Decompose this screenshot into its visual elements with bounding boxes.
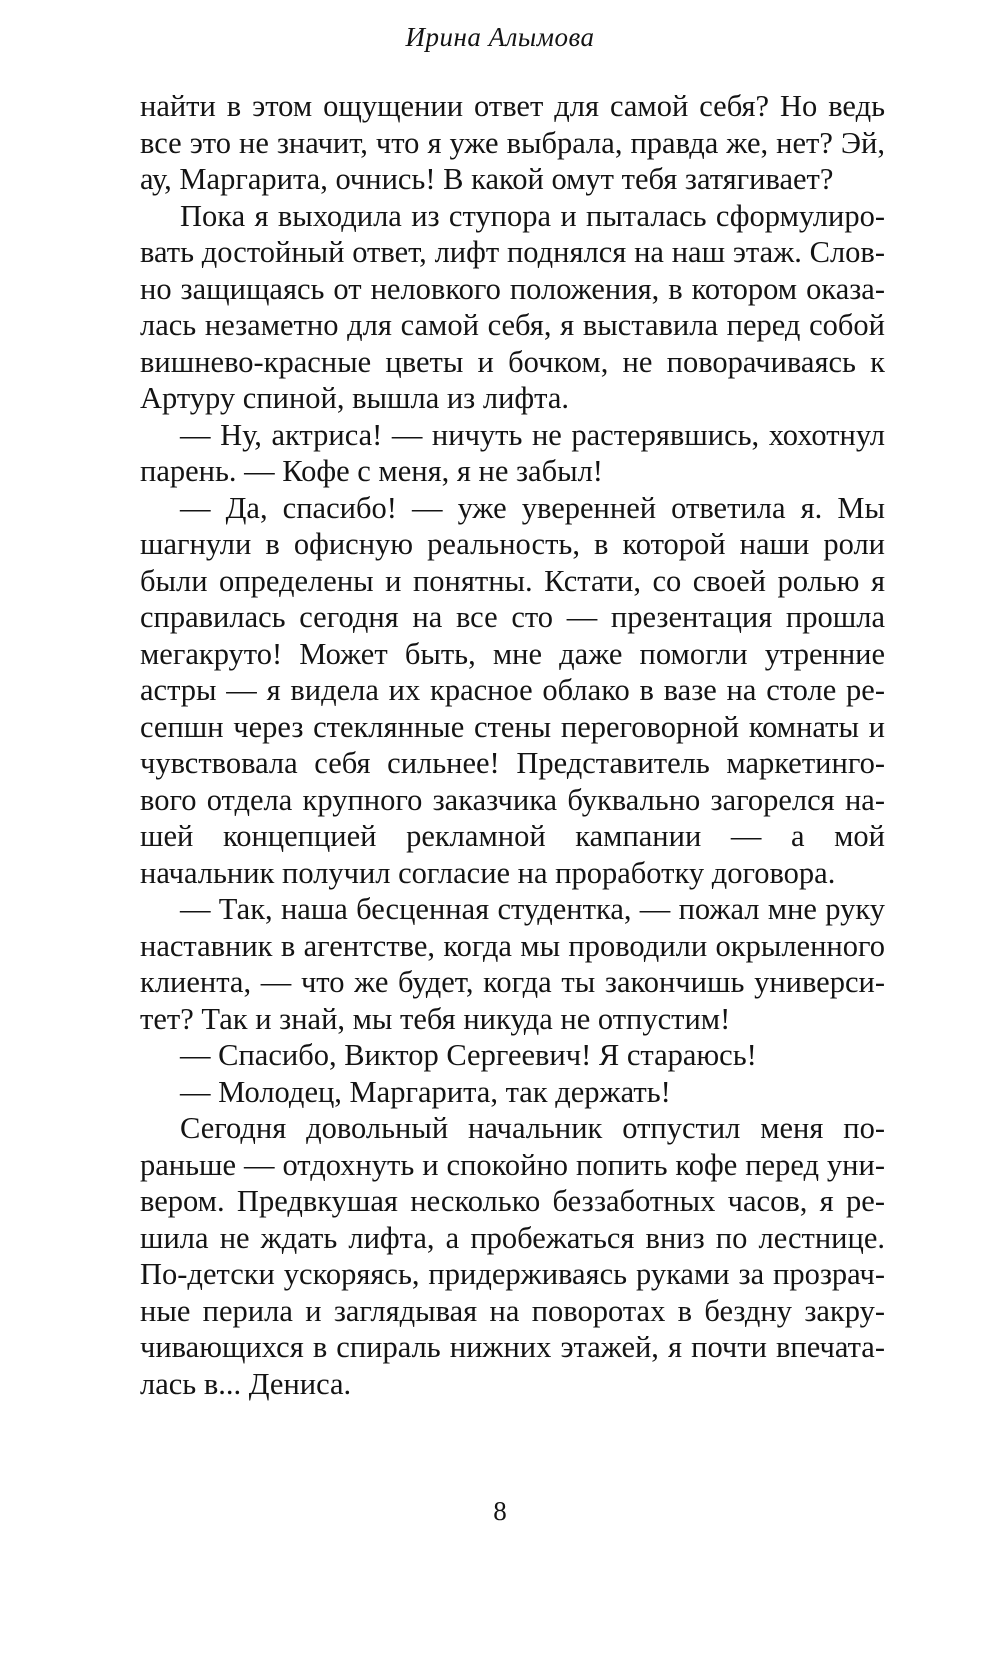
page-number: 8 — [493, 1496, 507, 1526]
body-text — [140, 88, 885, 1402]
dialogue-paragraph: — Так, наша бесценная студентка, — пожал мне руку наставник в агентстве, когда мы проводили окрыленного клиента, — что же будет, когда ты закончишь университет? Так и знай, мы тебя никуда не отпустим! — [140, 892, 885, 1036]
dialogue-paragraph: — Спасибо, Виктор Сергеевич! Я стараюсь! — [180, 1038, 757, 1072]
paragraph: Сегодня довольный начальник отпустил меня пораньше — отдохнуть и спокойно попить кофе перед универом. Предвкушая несколько беззаботных часов, я решила не ждать лифта, а пробежаться вниз по лестнице. По-детски ускоряясь, придерживаясь руками за прозрачные перила и заглядывая на поворотах в бездну закручивающихся в спираль нижних этажей, я почти впечаталась в... Дениса. — [140, 1111, 885, 1401]
paragraph: найти в этом ощущении ответ для самой себя? Но ведь все это не значит, что я уже выбрала, правда же, нет? Эй, ау, Маргарита, очнись! В какой омут тебя затягивает? — [140, 89, 885, 196]
dialogue-paragraph: — Да, спасибо! — уже уверенней ответила я. Мы шагнули в офисную реальность, в которой наши роли были определены и понятны. Кстати, со своей ролью я справилась сегодня на все сто — презентация прошла мегакруто! Может быть, мне даже помогли утренние астры — я видела их красное облако в вазе на столе ресепшн через стеклянные стены переговорной комнаты и чувствовала себя сильнее! Представитель маркетингового отдела крупного заказчика буквально загорелся нашей концепцией рекламной кампании — а мой начальник получил согласие на проработку договора. — [140, 490, 885, 890]
dialogue-paragraph: — Молодец, Маргарита, так держать! — [180, 1074, 671, 1109]
dialogue-paragraph: — Ну, актриса! — ничуть не растерявшись, хохотнул парень. — Кофе с меня, я не забыл! — [140, 417, 885, 488]
paragraph: Пока я выходила из ступора и пыталась сформулировать достойный ответ, лифт поднялся на наш этаж. Словно защищаясь от неловкого положения, в котором оказалась незаметно для самой себя, я выставила перед собой вишнево-красные цветы и бочком, не поворачиваясь к Артуру спиной, вышла из лифта. — [140, 198, 885, 415]
running-header-author: Ирина Алымова — [405, 22, 595, 52]
